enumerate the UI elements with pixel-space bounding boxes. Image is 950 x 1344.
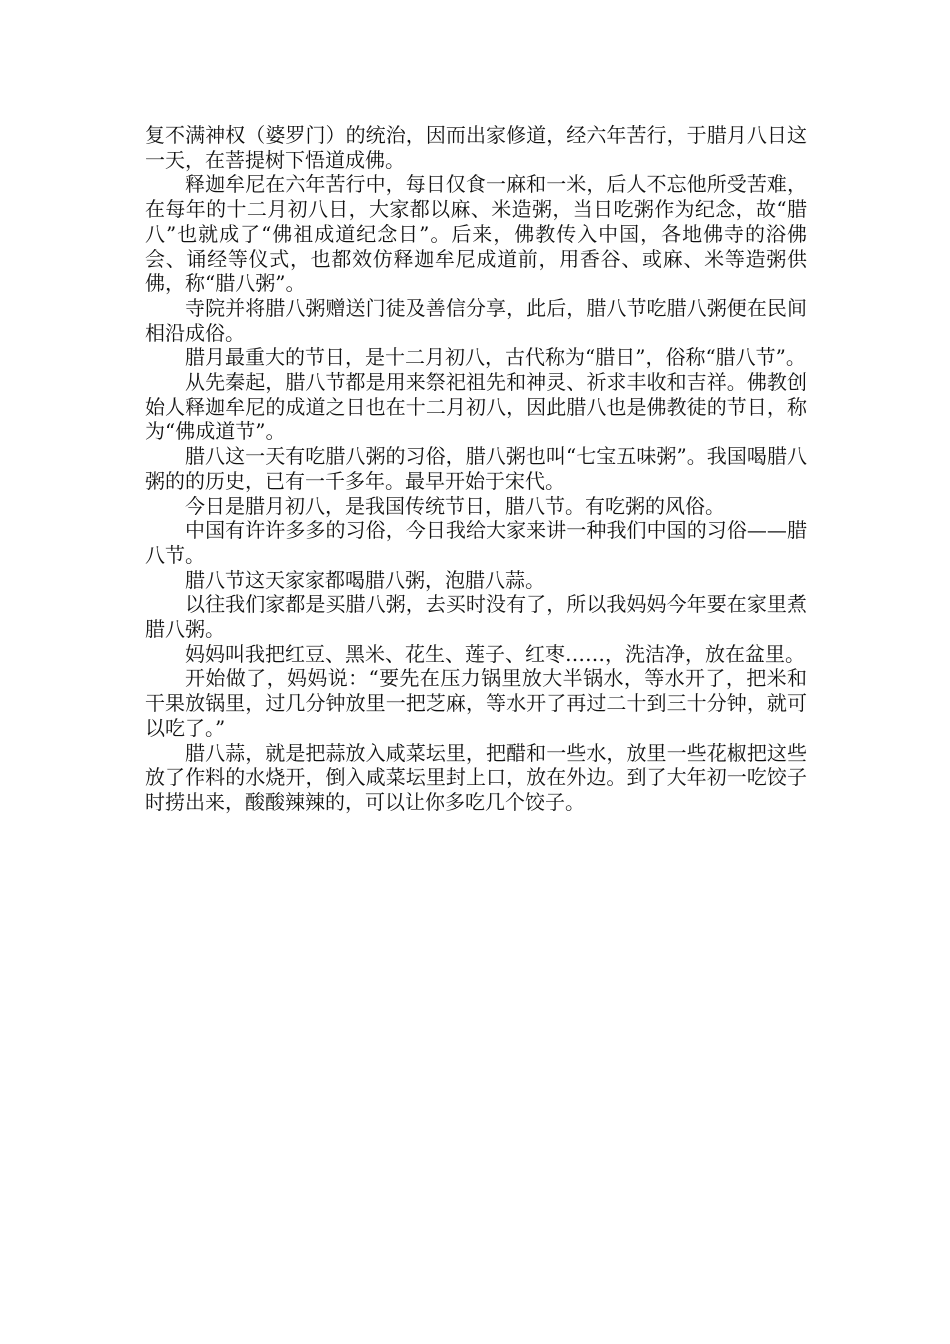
paragraph-8: 中国有许许多多的习俗，今日我给大家来讲一种我们中国的习俗——腊八节。 [145,518,807,567]
paragraph-7: 今日是腊月初八，是我国传统节日，腊八节。有吃粥的风俗。 [185,493,725,518]
paragraph-13: 腊八蒜，就是把蒜放入咸菜坛里，把醋和一些水，放里一些花椒把这些放了作料的水烧开，倒入咸菜坛里封上口，放在外边。到了大年初一吃饺子时捞出来，酸酸辣辣的，可以让你多吃几个饺子。 [145,740,807,814]
document-body [145,123,807,815]
paragraph-12: 开始做了，妈妈说：“要先在压力锅里放大半锅水，等水开了，把米和干果放锅里，过几分钟放里一把芝麻，等水开了再过二十到三十分钟，就可以吃了。” [145,666,807,740]
paragraph-6: 腊八这一天有吃腊八粥的习俗，腊八粥也叫“七宝五味粥”。我国喝腊八粥的的历史，已有一千多年。最早开始于宋代。 [145,444,807,493]
paragraph-1: 复不满神权（婆罗门）的统治，因而出家修道，经六年苦行，于腊月八日这一天，在菩提树下悟道成佛。 [145,123,807,172]
paragraph-4: 腊月最重大的节日，是十二月初八，古代称为“腊日”，俗称“腊八节”。 [185,345,806,370]
paragraph-5: 从先秦起，腊八节都是用来祭祀祖先和神灵、祈求丰收和吉祥。佛教创始人释迦牟尼的成道之日也在十二月初八，因此腊八也是佛教徒的节日，称为“佛成道节”。 [145,370,807,444]
paragraph-9: 腊八节这天家家都喝腊八粥，泡腊八蒜。 [185,567,545,592]
paragraph-3: 寺院并将腊八粥赠送门徒及善信分享，此后，腊八节吃腊八粥便在民间相沿成俗。 [145,295,807,345]
paragraph-10: 以往我们家都是买腊八粥，去买时没有了，所以我妈妈今年要在家里煮腊八粥。 [145,592,807,642]
paragraph-2: 释迦牟尼在六年苦行中，每日仅食一麻和一米，后人不忘他所受苦难，在每年的十二月初八日，大家都以麻、米造粥，当日吃粥作为纪念，故“腊八”也就成了“佛祖成道纪念日”。后来，佛教传入中国，各地佛寺的浴佛会、诵经等仪式，也都效仿释迦牟尼成道前，用香谷、或麻、米等造粥供佛，称“腊八粥”。 [145,172,807,296]
paragraph-11: 妈妈叫我把红豆、黑米、花生、莲子、红枣……，洗洁净，放在盆里。 [185,641,805,666]
